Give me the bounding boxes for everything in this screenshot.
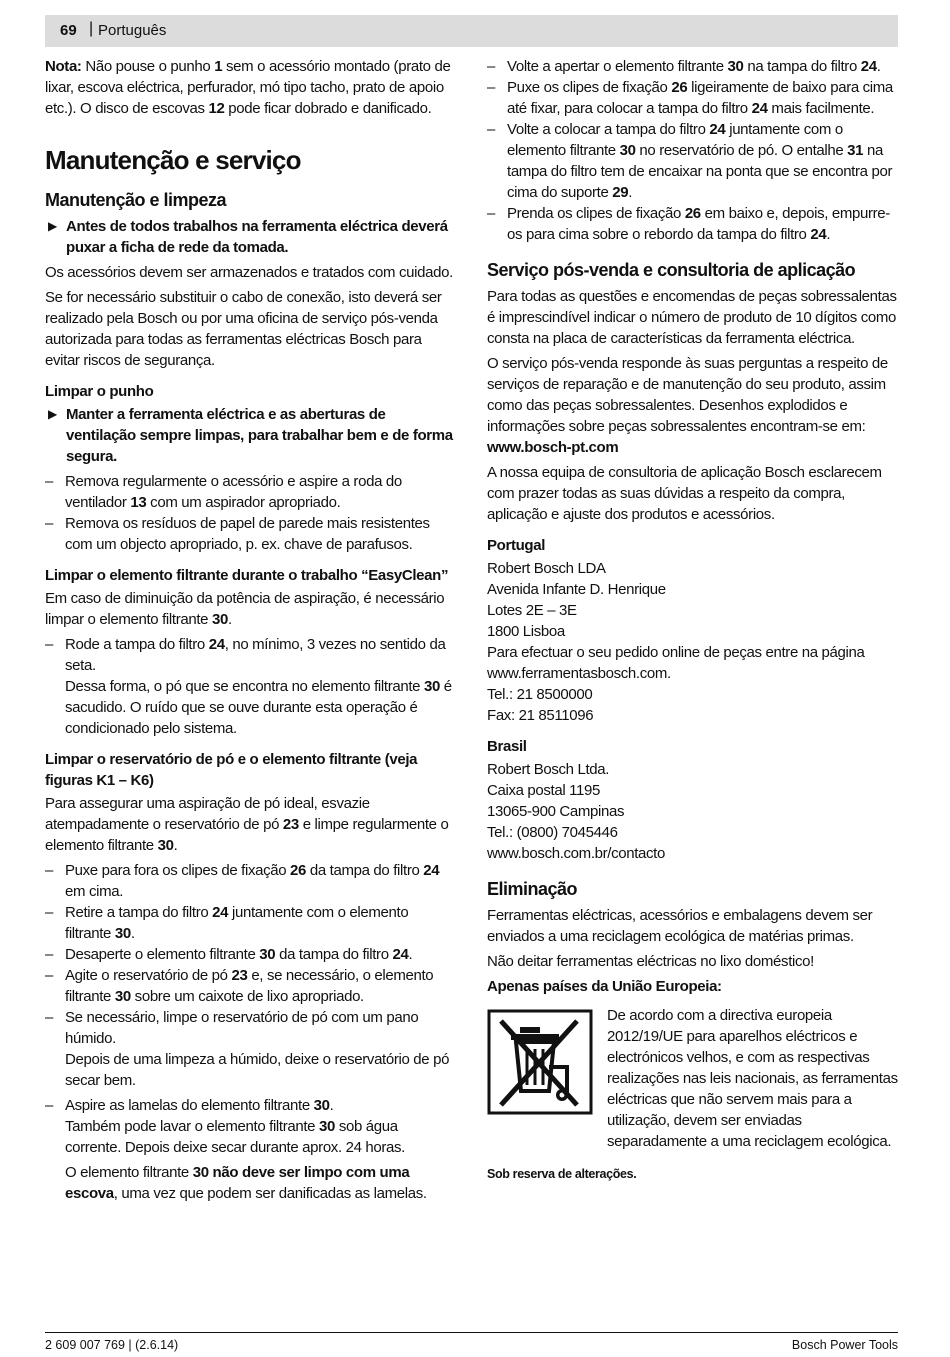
subsection-title-disposal: Eliminação <box>487 879 578 899</box>
footer-doc-number: 2 609 007 769 | (2.6.14) <box>45 1338 179 1352</box>
list-item: – Puxe os clipes de fixação 26 ligeiramente de baixo para cima até fixar, para colocar a tampa do filtro 24 mais facilmente. <box>487 77 899 119</box>
easyclean-paragraph: Em caso de diminuição da potência de aspiração, é necessário limpar o elemento filtrante 30. <box>45 590 445 628</box>
list-item: – Volte a colocar a tampa do filtro 24 juntamente com o elemento filtrante 30 no reservatório de pó. O entalhe 31 na tampa do filtro tem de encaixar na ponta que se encontra por cima do suporte 29. <box>487 119 899 203</box>
warning-triangle-icon: ▶ <box>48 407 57 421</box>
storage-paragraph: Os acessórios devem ser armazenados e tratados com cuidado. <box>45 264 453 281</box>
list-item: – Agite o reservatório de pó 23 e, se necessário, o elemento filtrante 30 sobre um caixote de lixo apropriado. <box>45 965 457 1007</box>
container-paragraph: Para assegurar uma aspiração de pó ideal, esvazie atempadamente o reservatório de pó 23 e limpe regularmente o elemento filtrante 30. <box>45 795 449 854</box>
address-line: 1800 Lisboa <box>487 623 565 640</box>
brasil-address <box>487 759 899 864</box>
service-paragraph-3: A nossa equipa de consultoria de aplicação Bosch esclarecem com prazer todas as suas dúvidas a respeito da compra, aplicação e ajuste dos produtos e acessórios. <box>487 464 882 523</box>
left-column <box>45 56 457 1208</box>
list-item: – Puxe para fora os clipes de fixação 26 da tampa do filtro 24 em cima. <box>45 860 457 902</box>
subject-to-change: Sob reserva de alterações. <box>487 1167 637 1181</box>
list-item: – Aspire as lamelas do elemento filtrante 30. Também pode lavar o elemento filtrante 30 sob água corrente. Depois deixe secar durante aprox. 24 horas. O elemento filtrante 30 não deve ser limpo com uma escova, uma vez que podem ser danificadas as lamelas. <box>45 1095 457 1204</box>
list-item: – Se necessário, limpe o reservatório de pó com um pano húmido. Depois de uma limpeza a húmido, deixe o reservatório de pó secar bem. <box>45 1007 457 1091</box>
address-line: Avenida Infante D. Henrique <box>487 581 666 598</box>
heading-portugal: Portugal <box>487 537 546 554</box>
address-line: Tel.: (0800) 7045446 <box>487 824 618 841</box>
warning-ventilation: ▶ Manter a ferramenta eléctrica e as aberturas de ventilação sempre limpas, para trabalhar bem e de forma segura. <box>48 406 453 465</box>
list-item: – Retire a tampa do filtro 24 juntamente com o elemento filtrante 30. <box>45 902 457 944</box>
address-line: Robert Bosch Ltda. <box>487 761 610 778</box>
address-line: Robert Bosch LDA <box>487 560 606 577</box>
list-item: – Desaperte o elemento filtrante 30 da tampa do filtro 24. <box>45 944 457 965</box>
portugal-address <box>487 558 899 726</box>
header-separator: | <box>89 20 94 37</box>
list-item: – Remova os resíduos de papel de parede mais resistentes com um objecto apropriado, p. ex. chave de parafusos. <box>45 513 457 555</box>
page-number: 69 <box>60 22 77 39</box>
section-title-maintenance: Manutenção e serviço <box>45 145 301 175</box>
address-line: Para efectuar o seu pedido online de peças entre na página www.ferramentasbosch.com. <box>487 644 865 682</box>
right-column <box>487 56 899 1185</box>
list-item: – Rode a tampa do filtro 24, no mínimo, 3 vezes no sentido da seta. Dessa forma, o pó que se encontra no elemento filtrante 30 é sacudido. O ruído que se ouve durante esta operação é condicionado pelo sistema. <box>45 634 457 739</box>
heading-eu-only: Apenas países da União Europeia: <box>487 978 722 995</box>
heading-clean-handle: Limpar o punho <box>45 383 154 400</box>
address-line: Tel.: 21 8500000 <box>487 686 593 703</box>
subsection-title-service: Serviço pós-venda e consultoria de aplicação <box>487 260 856 280</box>
crossed-bin-icon <box>487 1009 593 1115</box>
weee-block <box>487 1005 899 1152</box>
warning-triangle-icon: ▶ <box>48 219 57 233</box>
address-line: Fax: 21 8511096 <box>487 707 594 724</box>
list-item: – Volte a apertar o elemento filtrante 30 na tampa do filtro 24. <box>487 56 899 77</box>
easyclean-steps <box>45 634 457 739</box>
heading-clean-container: Limpar o reservatório de pó e o elemento filtrante (veja figuras K1 – K6) <box>45 751 418 789</box>
footer-brand: Bosch Power Tools <box>791 1338 898 1352</box>
bosch-url-link[interactable]: www.bosch-pt.com <box>487 439 619 456</box>
heading-brasil: Brasil <box>487 738 527 755</box>
service-paragraph-1: Para todas as questões e encomendas de peças sobressalentas é imprescindível indicar o número de produto de 10 dígitos como consta na placa de características da ferramenta eléctrica. <box>487 288 897 347</box>
list-item: – Remova regularmente o acessório e aspire a roda do ventilador 13 com um aspirador apropriado. <box>45 471 457 513</box>
reassembly-steps <box>487 56 899 245</box>
cable-paragraph: Se for necessário substituir o cabo de conexão, isto deverá ser realizado pela Bosch ou por uma oficina de serviço pós-venda autorizada para todas as ferramentas eléctricas Bosch para evitar riscos de segurança. <box>45 289 442 369</box>
address-line: Lotes 2E – 3E <box>487 602 577 619</box>
address-line: Caixa postal 1195 <box>487 782 601 799</box>
handle-steps <box>45 471 457 555</box>
subsection-title-cleaning: Manutenção e limpeza <box>45 190 227 210</box>
page-header <box>45 15 898 47</box>
container-steps <box>45 860 457 1204</box>
service-paragraph-2: O serviço pós-venda responde às suas perguntas a respeito de serviços de reparação e de manutenção do seu produto, assim como das peças sobressalentes. Desenhos explodidos e informações sobre peças sobressalentes encontram-se em: www.bosch-pt.com <box>487 355 888 456</box>
disposal-paragraph-1: Ferramentas eléctricas, acessórios e embalagens devem ser enviados a uma reciclagem ecológica de matérias primas. <box>487 907 873 945</box>
note-paragraph: Nota: Não pouse o punho 1 sem o acessório montado (prato de lixar, escova eléctrica, perfurador, mó tipo tacho, prato de apoio etc.). O disco de escovas 12 pode ficar dobrado e danificado. <box>45 58 451 117</box>
heading-easyclean: Limpar o elemento filtrante durante o trabalho “EasyClean” <box>45 567 449 584</box>
warning-unplug: ▶ Antes de todos trabalhos na ferramenta eléctrica deverá puxar a ficha de rede da tomada. <box>48 218 448 256</box>
address-line: www.bosch.com.br/contacto <box>487 845 665 862</box>
footer-divider <box>45 1332 898 1333</box>
address-line: 13065-900 Campinas <box>487 803 625 820</box>
disposal-paragraph-2: Não deitar ferramentas eléctricas no lixo doméstico! <box>487 953 814 970</box>
weee-paragraph: De acordo com a directiva europeia 2012/19/UE para aparelhos eléctricos e electrónicos velhos, e com as respectivas realizações nas leis nacionais, as ferramentas eléctricas que não servem mais para a utilização, devem ser enviadas separadamente a uma reciclagem ecológica. <box>607 1007 898 1150</box>
header-language: Português <box>98 22 167 39</box>
list-item: – Prenda os clipes de fixação 26 em baixo e, depois, empurre-os para cima sobre o rebordo da tampa do filtro 24. <box>487 203 899 245</box>
